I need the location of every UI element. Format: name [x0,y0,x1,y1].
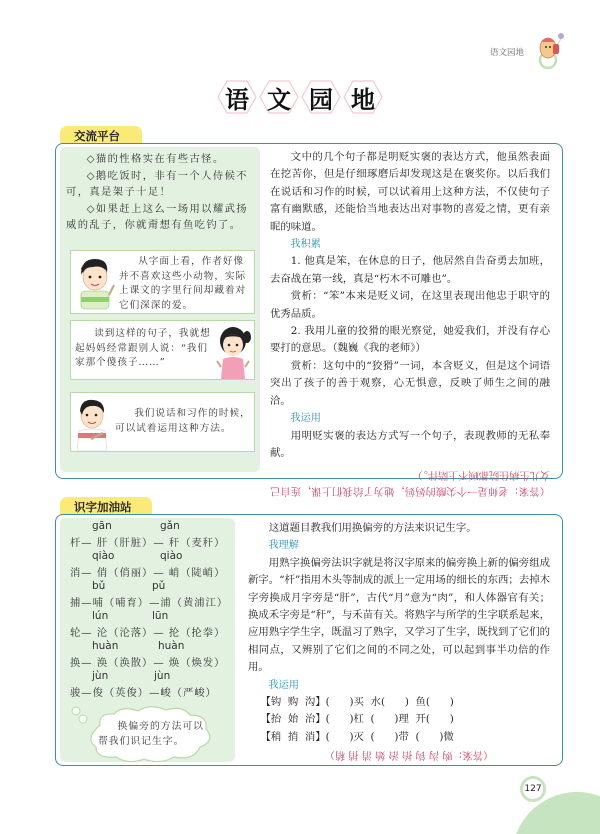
understand-heading: 我理解 [268,540,299,552]
intro-paragraph: 文中的几个句子都是明贬实褒的表达方式，他虽然表面在挖苦你，但是仔细琢磨后却发现这是在褒奖你。以后我们在说话和习作的时候，可以试着用上这种方法，不仅使句子富有幽默感，还能恰当地表达出对事物的喜爱之情，更有亲昵的味道。 [270,151,550,233]
accumulate-item: 1. 他真是笨，在休息的日子，他居然自告奋勇去加班，去奋战在第一线，真是“朽木不可雕也”。 [270,255,550,285]
section-tab-literacy: 识字加油站 [60,497,152,515]
running-head: 语文园地 [490,48,525,58]
accumulate-item: 赏析：“笨”本来是贬义词，在这里表现出他忠于职守的优秀品质。 [270,290,550,320]
discussion-card: 读到这样的句子，我就想起妈妈经常跟别人说：“我们家那个傻孩子……” [70,320,255,380]
accumulate-item: 2. 我用儿童的狡猾的眼光察觉，她爱我们，并没有存心要打的意思。（魏巍《我的老师》） [270,325,550,355]
title-char: 园 [301,80,341,114]
apply-heading: 我运用 [268,679,299,691]
apply-text: 用明贬实褒的表达方式写一个句子，表现教师的无私奉献。 [270,429,550,459]
radical-row: gān gǎn 杆— 肝（肝脏）— 秆（麦秆） [70,520,226,549]
example-sentence: ◇猫的性格实在有些古怪。 [86,153,225,165]
intro-paragraph: 这道题目教我们用换偏旁的方法来识记生字。 [268,522,477,534]
discussion-card: 从字面上看，作者好像并不喜欢这些小动物，实际上课文的字里行间却藏着对它们深深的爱。 [70,250,255,314]
mascot-icon [535,30,565,70]
thought-bubble: 换偏旁的方法可以帮我们识记生字。 [70,703,225,763]
accumulate-item: 赏析：这句中的“狡猾”一词，本含贬义，但是这个词语突出了孩子的善于观察，心无惧意，反映了师生之间的融洽。 [270,359,550,407]
title-char: 地 [343,80,383,114]
exchange-explanation [270,149,550,498]
example-sentence: ◇鹅吃饭时，非有一个人侍候不可，真是架子十足！ [66,169,248,198]
exercise-row: 【稍 捎 消】( )灭 ( )带 ( )微 [260,730,454,743]
radical-row: bǔ pǔ 捕—哺（哺育）—浦（黄浦江） [70,580,229,609]
title-char: 文 [259,80,299,114]
example-sentence: ◇如果赶上这么一场用以耀武扬威的乱子，你就甭想有鱼吃钓了。 [66,202,248,231]
boy-avatar-2 [73,395,111,451]
understand-text: 用熟字换偏旁法识字就是将汉字原来的偏旁换上新的偏旁组成新字。“杆”指用木头等制成的派上一定用场的细长的东西；去掉木字旁换成月字旁是“肝”，古代“月”意为“肉”，和人体器官有关；换成禾字旁是“秆”，与禾苗有关。将熟字与所学的生字联系起来，应用熟字学生字，既温习了熟字，又学习了生字，既找到了它们的相同点，又辨别了它们之间的不同之处，可以起到事半功倍的作用。 [248,556,550,674]
example-sentences [66,151,256,234]
title-char: 语 [217,80,257,114]
radical-row: qiào qiào 消— 俏（俏丽）— 峭（陡峭） [70,550,226,579]
page-title [0,80,600,114]
exercise-row: 【抬 始 治】( )杠 ( )理 开( ) [260,713,454,726]
accumulate-heading: 我积累 [290,239,321,251]
apply-heading: 我运用 [290,413,321,425]
discussion-card: 我们说话和习作的时候，可以试着运用这种方法。 [70,392,255,452]
radical-row: lún lūn 轮— 沦（沦落）— 抡（抡拳） [70,610,226,639]
answer-upside-down: （答案：老师是一个尖酸的妈妈，她为了给我们上课，连自己女儿生病住院都顾不上陪伴。） [270,469,550,497]
girl-avatar [213,323,253,379]
boy-avatar [75,255,115,311]
answer-upside-down: （答案：购 沟 钩 抬 治 始 消 捎 稍） [324,749,494,761]
section-tab-exchange: 交流平台 [60,126,142,144]
literacy-explanation [248,520,550,762]
radical-row: jùn jùn 骏—俊（英俊）—峻（严峻） [70,670,217,699]
page-number: 127 [520,776,546,802]
radical-swap-list [70,520,235,700]
radical-row: huàn huàn 换— 涣（涣散）— 焕（焕发） [70,640,226,669]
exercise-row: 【钩 购 沟】( )买 水( ) 鱼( ) [260,696,454,709]
